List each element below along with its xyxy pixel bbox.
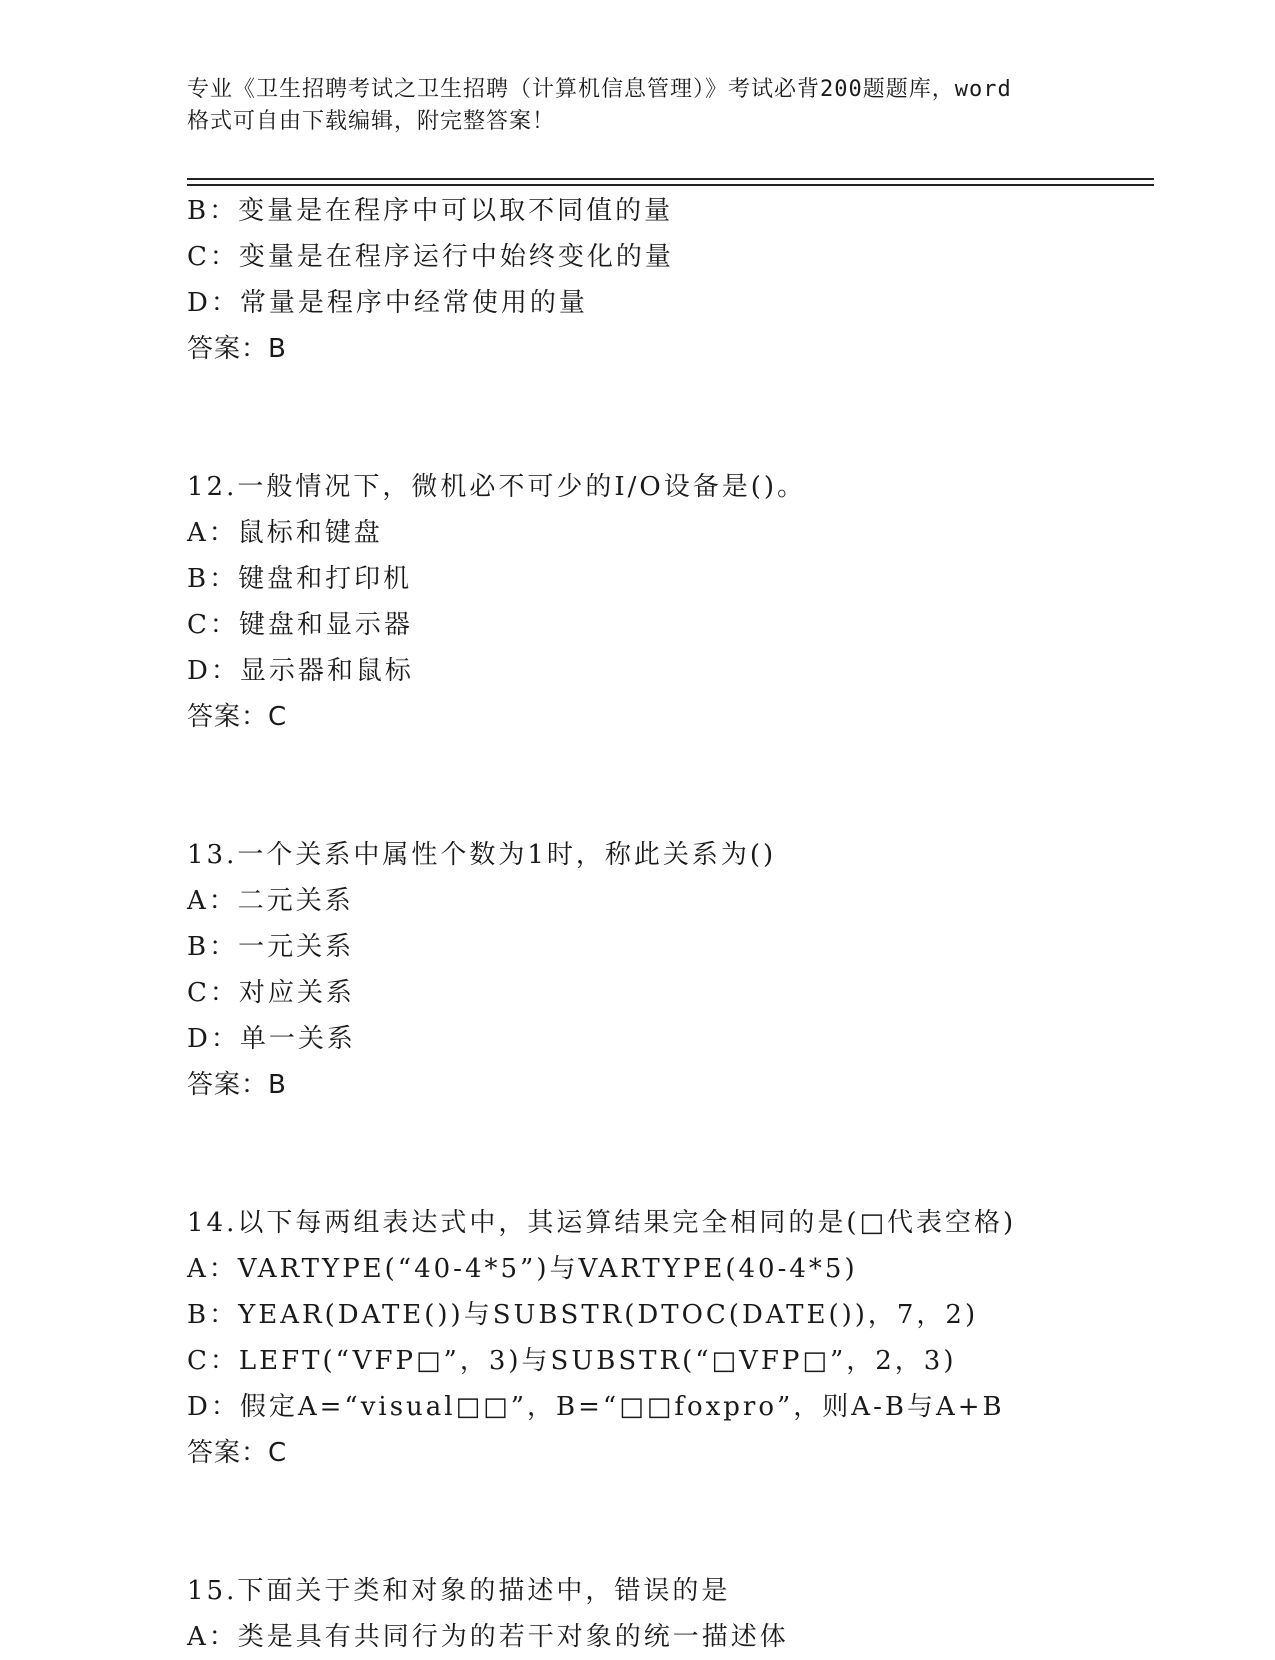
option-c: C：LEFT(“VFP□”，3)与SUBSTR(“□VFP□”，2，3) — [187, 1346, 957, 1376]
question-stem: 14.以下每两组表达式中，其运算结果完全相同的是(□代表空格) — [187, 1208, 1017, 1238]
question-stem: 15.下面关于类和对象的描述中，错误的是 — [187, 1576, 731, 1606]
option-c: C：键盘和显示器 — [187, 610, 413, 640]
option-b: B：键盘和打印机 — [187, 564, 413, 594]
spacer — [187, 740, 1147, 832]
spacer — [187, 1108, 1147, 1200]
answer: 答案：C — [187, 702, 288, 732]
option-d: D：显示器和鼠标 — [187, 656, 414, 686]
option-a: A：类是具有共同行为的若干对象的统一描述体 — [187, 1622, 789, 1652]
question-stem: 13.一个关系中属性个数为1时，称此关系为() — [187, 840, 777, 870]
header-divider-top — [187, 178, 1154, 180]
option-d: D：单一关系 — [187, 1024, 356, 1054]
question-list — [187, 188, 1147, 1660]
option-b: B：YEAR(DATE())与SUBSTR(DTOC(DATE())，7，2) — [187, 1300, 979, 1330]
option-a: A：二元关系 — [187, 886, 354, 916]
question-11 — [187, 188, 1147, 372]
spacer — [187, 372, 1147, 464]
question-13 — [187, 832, 1147, 1108]
question-12 — [187, 464, 1147, 740]
question-stem: 12.一般情况下，微机必不可少的I/O设备是()。 — [187, 472, 806, 502]
question-14 — [187, 1200, 1147, 1476]
option-a: A：鼠标和键盘 — [187, 518, 383, 548]
question-15 — [187, 1568, 1147, 1660]
option-c: C：变量是在程序运行中始终变化的量 — [187, 242, 674, 272]
option-d: D：常量是程序中经常使用的量 — [187, 288, 588, 318]
option-a: A：VARTYPE(“40-4*5”)与VARTYPE(40-4*5) — [187, 1254, 858, 1284]
option-b: B：变量是在程序中可以取不同值的量 — [187, 196, 674, 226]
option-c: C：对应关系 — [187, 978, 355, 1008]
spacer — [187, 1476, 1147, 1568]
option-b: B：一元关系 — [187, 932, 355, 962]
header-title-line-2: 格式可自由下载编辑，附完整答案！ — [187, 109, 556, 134]
document-header — [187, 74, 1087, 138]
header-title-line-1: 专业《卫生招聘考试之卫生招聘（计算机信息管理）》考试必背200题题库，word — [187, 77, 1012, 102]
answer: 答案：C — [187, 1438, 288, 1468]
answer: 答案：B — [187, 1070, 287, 1100]
answer: 答案：B — [187, 334, 287, 364]
header-divider-bottom — [187, 184, 1154, 186]
option-d: D：假定A=“visual□□”，B=“□□foxpro”，则A-B与A+B — [187, 1392, 1005, 1422]
